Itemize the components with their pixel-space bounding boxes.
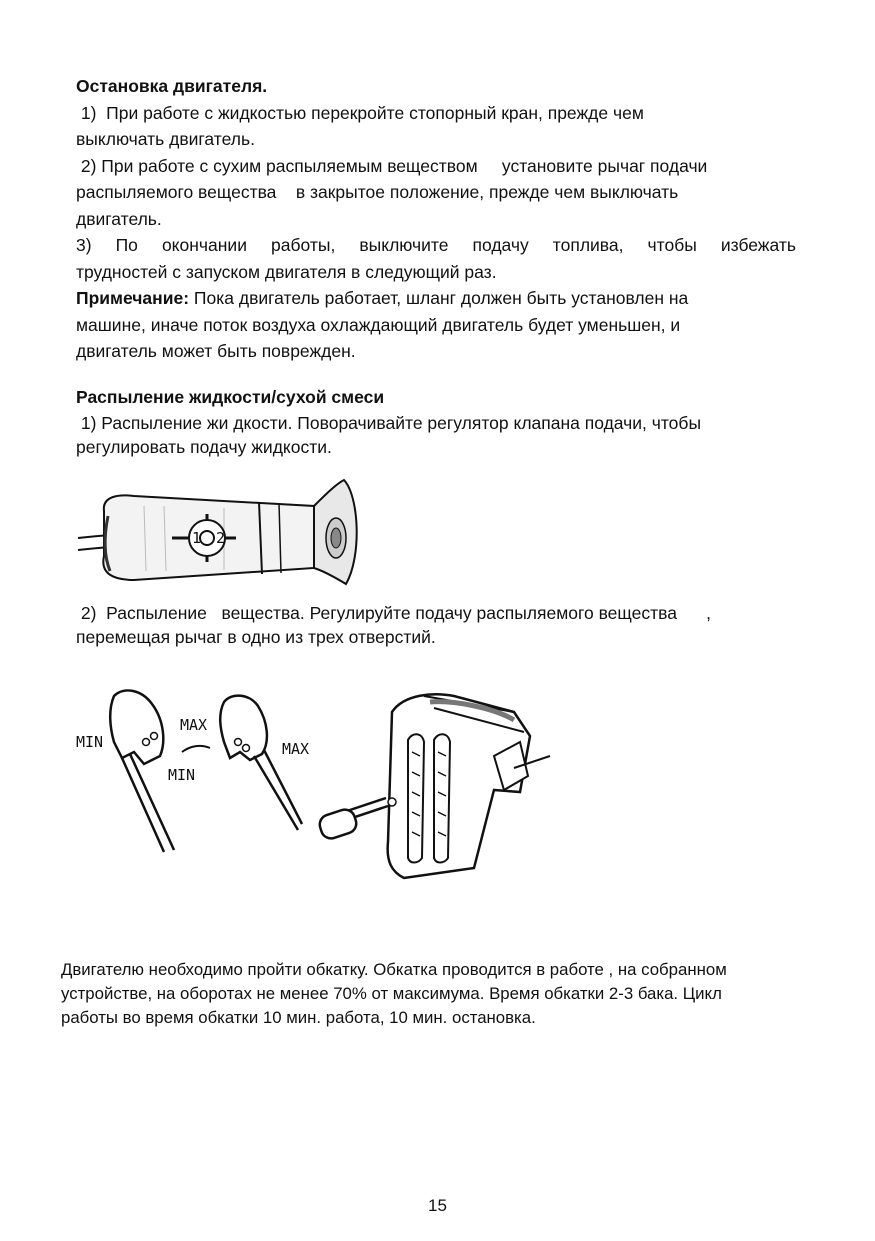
break-in-line1: Двигателю необходимо пройти обкатку. Обкатка проводится в работе , на собранном [61,960,727,979]
engine-stop-note-line1 [76,285,796,312]
engine-stop-heading: Остановка двигателя. [76,76,268,96]
spray-tube-figure [74,476,364,586]
engine-stop-note-line2: машине, иначе поток воздуха охлаждающий двигатель будет уменьшен, и [76,314,681,335]
engine-stop-item2-line2: распыляемого вещества в закрытое положение, прежде чем выключать [76,182,679,202]
break-in-line3: работы во время обкатки 10 мин. работа, 10 мин. остановка. [61,1008,536,1027]
feed-lever-figure [74,672,554,887]
left-min-label: MIN [76,733,104,751]
spraying-item2-line2: перемещая рычаг в одно из трех отверстий. [76,627,436,647]
spraying-item2-line1: 2) Распыление вещества. Регулируйте подачу распыляемого вещества , [76,603,711,623]
spraying-item2 [76,601,796,649]
engine-stop-item1-line1: 1) При работе с жидкостью перекройте стопорный кран, прежде чем [76,102,644,123]
engine-stop-item1-line2: выключать двигатель. [76,129,255,149]
valve-label-2: 2 [216,529,226,547]
note-text: Пока двигатель работает, шланг должен быть установлен на [189,288,689,308]
spraying-item1-line1: 1) Распыление жи дкости. Поворачивайте регулятор клапана подачи, чтобы [76,412,702,433]
page-number: 15 [428,1196,447,1215]
middle-min-label: MIN [168,766,196,784]
break-in-line2: устройстве, на оборотах не менее 70% от максимума. Время обкатки 2-3 бака. Цикл [61,984,722,1003]
spraying-section [76,384,796,459]
engine-stop-section [76,73,796,365]
break-in-paragraph [61,958,821,1030]
engine-stop-item2-line3: двигатель. [76,208,162,229]
engine-stop-note-line3: двигатель может быть поврежден. [76,341,356,361]
top-max-label: MAX [180,716,208,734]
engine-stop-item3-line1: 3) По окончании работы, выключите подачу топлива, чтобы избежать [76,235,796,255]
right-max-label: MAX [282,740,310,758]
valve-label-1: 1 [192,529,202,547]
note-label: Примечание: [76,288,190,308]
spraying-heading: Распыление жидкости/сухой смеси [76,387,385,407]
spraying-item1-line2: регулировать подачу жидкости. [76,436,332,457]
engine-stop-item3-line2: трудностей с запуском двигателя в следующий раз. [76,261,497,282]
engine-stop-item2-line1: 2) При работе с сухим распыляемым веществом установите рычаг подачи [76,155,708,176]
